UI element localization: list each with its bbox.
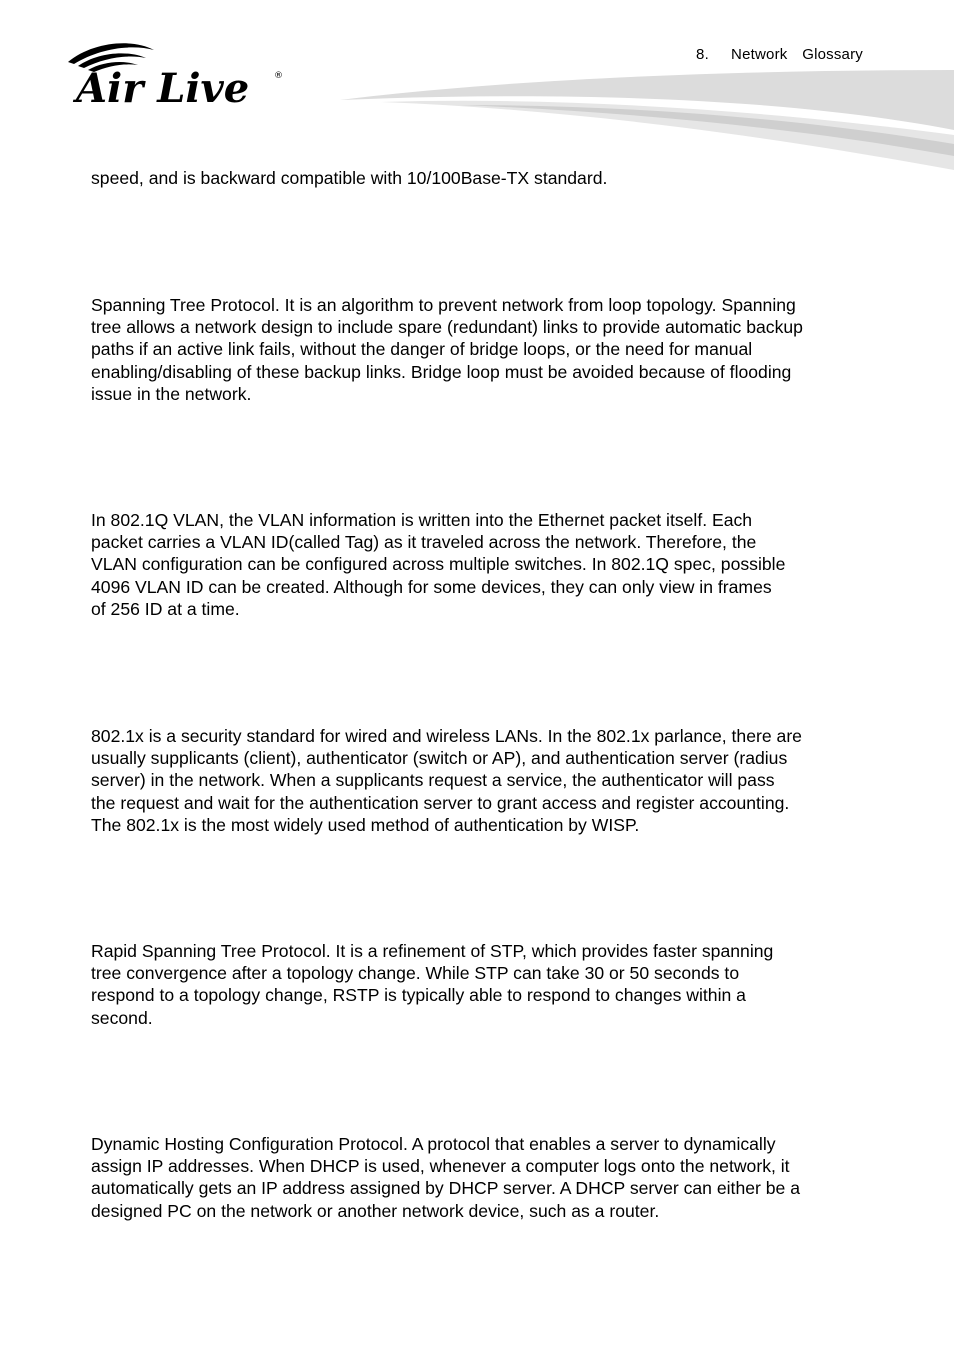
header-swoosh-graphic bbox=[340, 60, 954, 180]
paragraph-gigabit-tail: speed, and is backward compatible with 10/100Base-TX standard. bbox=[91, 168, 608, 188]
svg-text:®: ® bbox=[274, 71, 283, 81]
svg-text:Air Live: Air Live bbox=[76, 65, 250, 108]
chapter-header: 8. Network Glossary bbox=[696, 46, 863, 63]
airlive-logo bbox=[62, 40, 287, 108]
paragraph-802-1q-vlan: In 802.1Q VLAN, the VLAN information is written into the Ethernet packet itself. Each packet carries a VLAN ID(called Tag) as it traveled across the network. Therefore, the VLAN configuration can be configured across multiple switches. In 802.1Q spec, possible 4096 VLAN ID can be created. Although for some devices, they can only view in frames of 256 ID at a time. bbox=[91, 510, 786, 619]
paragraph-rstp: Rapid Spanning Tree Protocol. It is a refinement of STP, which provides faster spanning tree convergence after a topology change. While STP can take 30 or 50 seconds to respond to a topology change, RSTP is typically able to respond to changes within a second. bbox=[91, 941, 774, 1028]
paragraph-802-1x: 802.1x is a security standard for wired and wireless LANs. In the 802.1x parlance, there are usually supplicants (client), authenticator (switch or AP), and authentication server (radius server) in the network. When a supplicants request a service, the authenticator will pass the request and wait for the authentication server to grant access and register accounting. The 802.1x is the most widely used method of authentication by WISP. bbox=[91, 726, 802, 835]
paragraph-stp: Spanning Tree Protocol. It is an algorithm to prevent network from loop topology. Spanning tree allows a network design to include spare (redundant) links to provide automatic backup paths if an active link fails, without the danger of bridge loops, or the need for manual enabling/disabling of these backup links. Bridge loop must be avoided because of flooding issue in the network. bbox=[91, 295, 803, 404]
paragraph-dhcp: Dynamic Hosting Configuration Protocol. A protocol that enables a server to dynamically assign IP addresses. When DHCP is used, whenever a computer logs onto the network, it automatically gets an IP address assigned by DHCP server. A DHCP server can either be a designed PC on the network or another network device, such as a router. bbox=[91, 1134, 800, 1221]
